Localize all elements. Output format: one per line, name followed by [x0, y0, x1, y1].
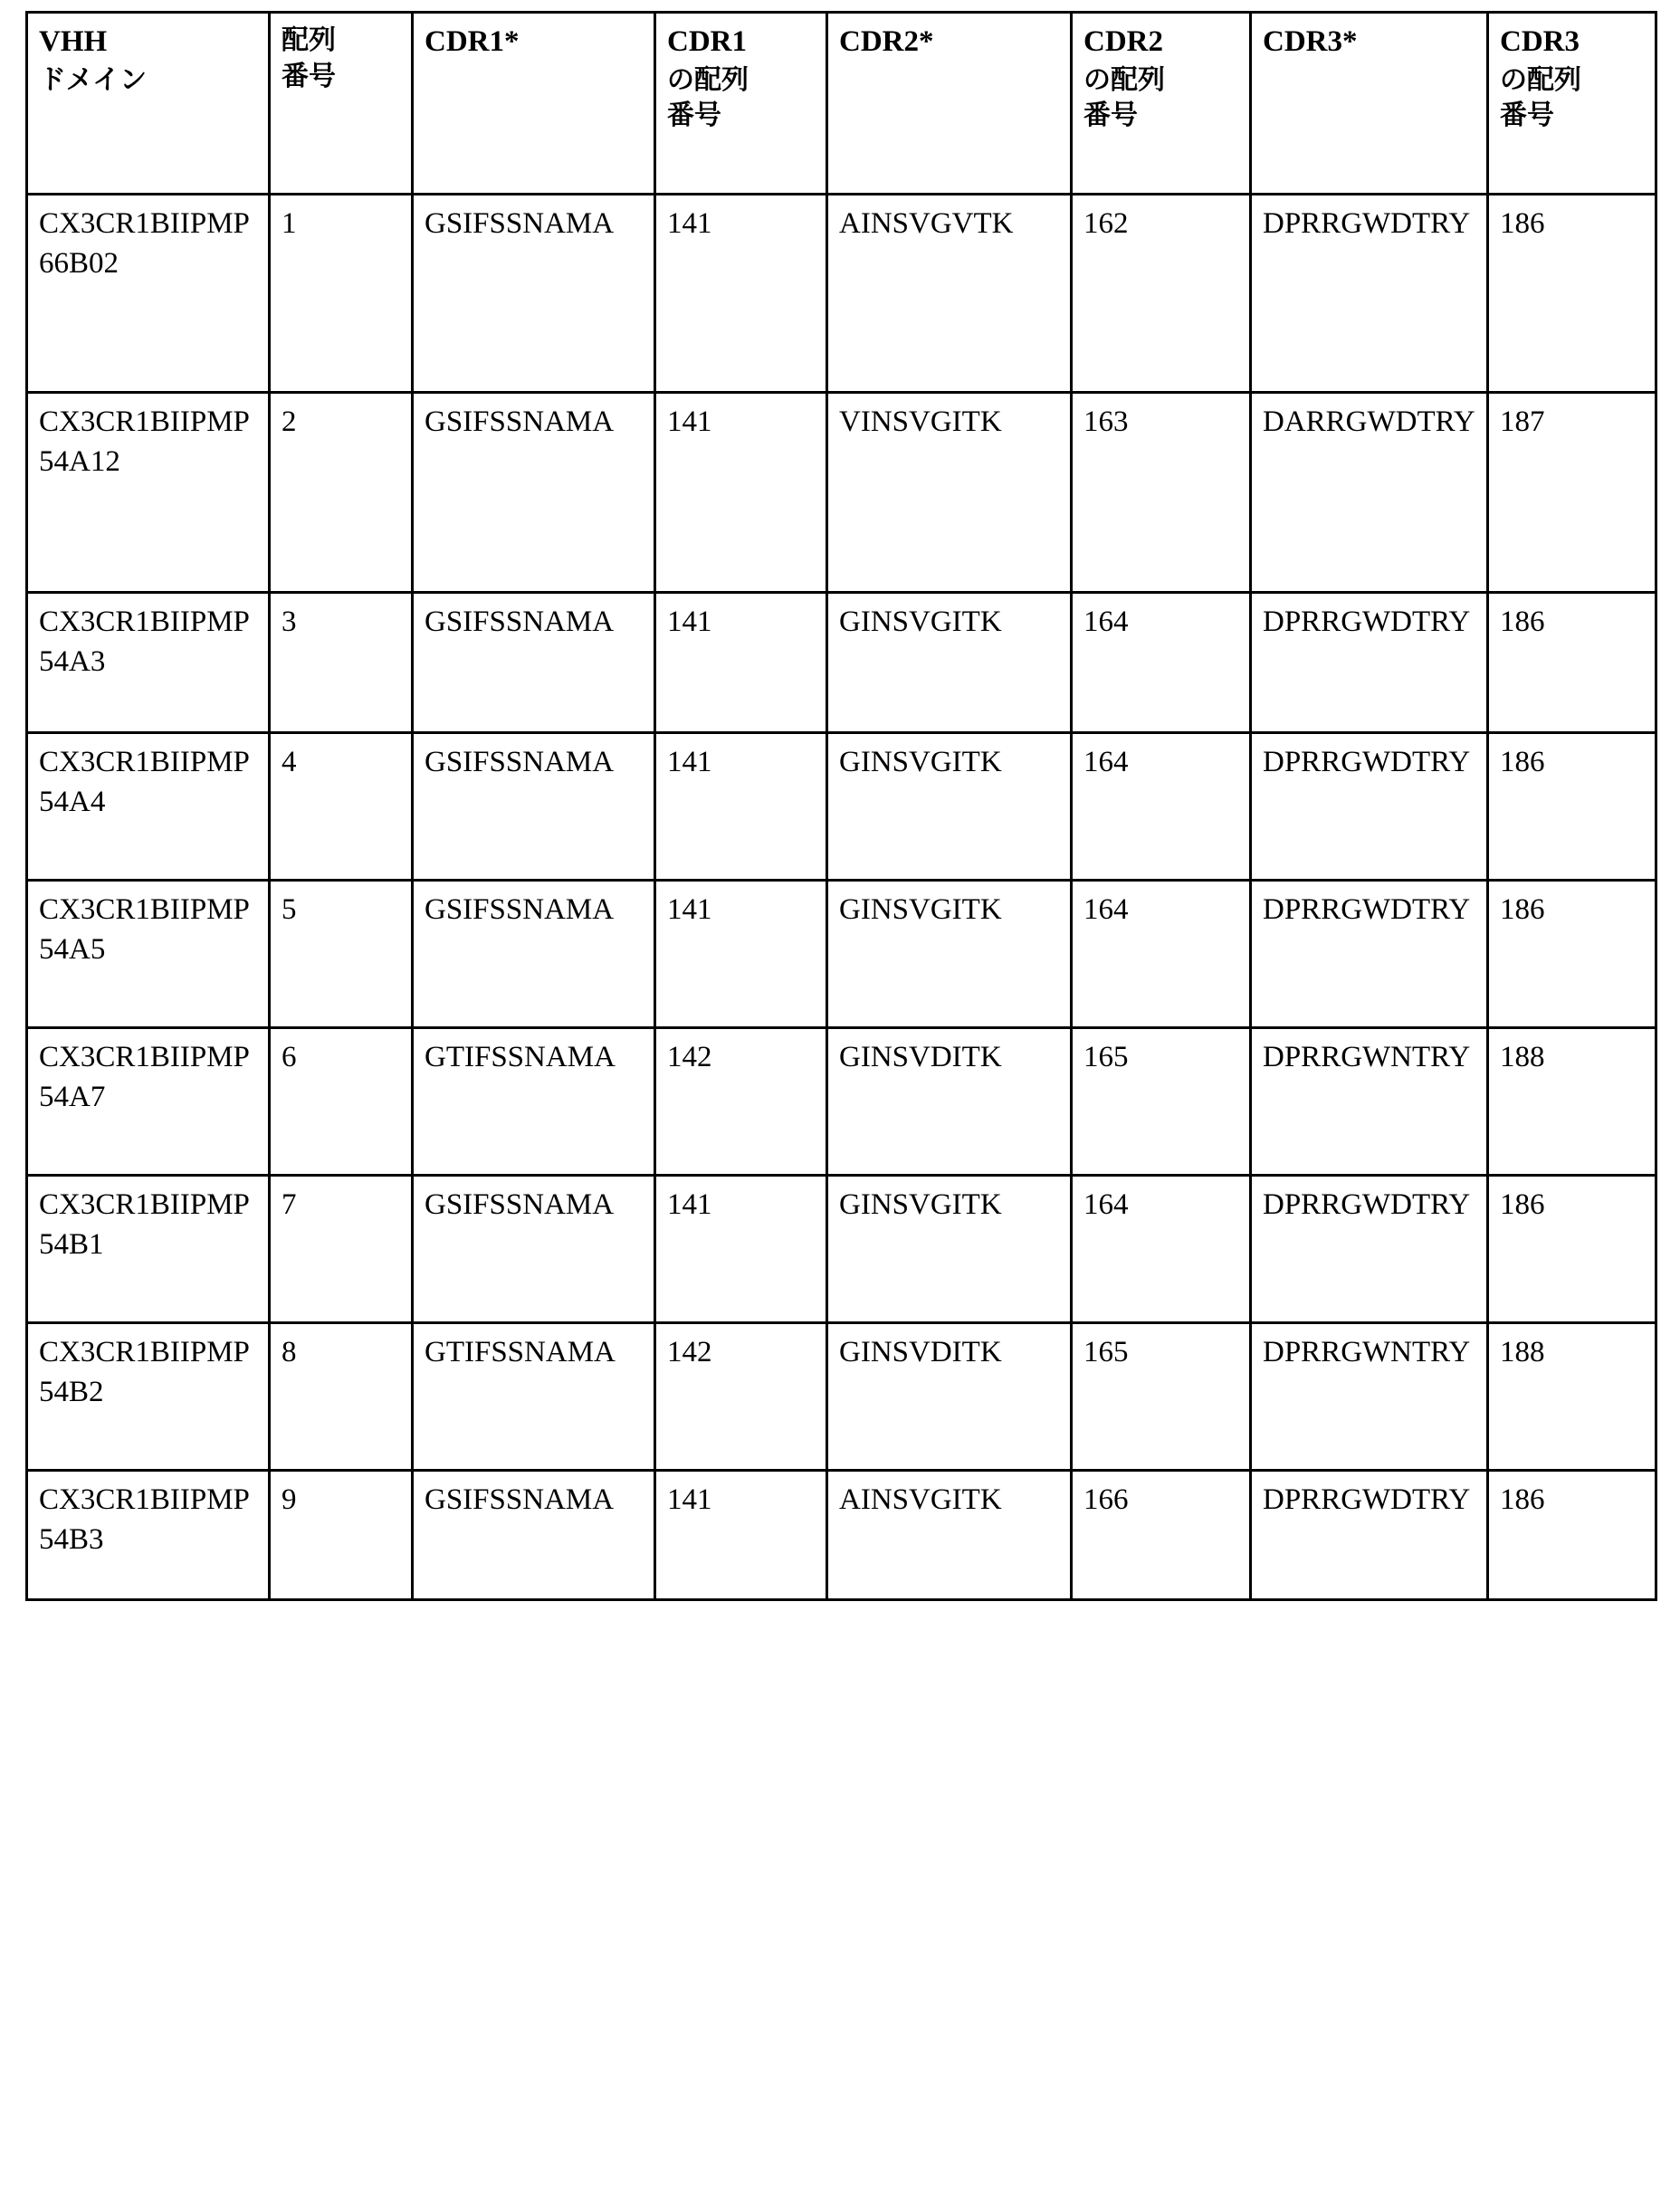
cell-cdr1-seq-no: 141 [655, 593, 827, 733]
cell-cdr3: DPRRGWDTRY [1251, 593, 1488, 733]
cell-cdr1: GSIFSSNAMA [413, 881, 655, 1028]
column-header-cdr1-seq-no-sub2: 番号 [667, 100, 721, 132]
cell-cdr3: DPRRGWNTRY [1251, 1028, 1488, 1176]
cell-cdr3: DARRGWDTRY [1251, 393, 1488, 593]
cell-seq-no: 1 [270, 195, 413, 393]
table-row [27, 881, 1656, 1028]
cell-cdr1-seq-no: 141 [655, 733, 827, 881]
cell-cdr1: GSIFSSNAMA [413, 1176, 655, 1323]
cell-vhh-domain: CX3CR1BIIPMP54B3 [27, 1471, 270, 1600]
table-body [27, 195, 1656, 1600]
cell-cdr3: DPRRGWDTRY [1251, 733, 1488, 881]
cell-cdr3: DPRRGWDTRY [1251, 1471, 1488, 1600]
column-header-seq-no-sub: 番号 [282, 60, 336, 92]
cell-cdr3-seq-no: 186 [1488, 1176, 1656, 1323]
table-row [27, 593, 1656, 733]
column-header-cdr3 [1251, 13, 1488, 195]
cell-seq-no: 7 [270, 1176, 413, 1323]
cell-vhh-domain: CX3CR1BIIPMP54A7 [27, 1028, 270, 1176]
cell-vhh-domain: CX3CR1BIIPMP54A5 [27, 881, 270, 1028]
cell-vhh-domain: CX3CR1BIIPMP54A3 [27, 593, 270, 733]
cell-cdr1: GTIFSSNAMA [413, 1323, 655, 1471]
cell-cdr2-seq-no: 166 [1072, 1471, 1251, 1600]
cell-vhh-domain: CX3CR1BIIPMP54A12 [27, 393, 270, 593]
cell-cdr2-seq-no: 164 [1072, 881, 1251, 1028]
cell-cdr1: GSIFSSNAMA [413, 733, 655, 881]
column-header-vhh-domain [27, 13, 270, 195]
column-header-cdr1-main: CDR1* [425, 25, 520, 58]
cell-cdr2: GINSVDITK [827, 1323, 1072, 1471]
table-row [27, 1323, 1656, 1471]
column-header-cdr2 [827, 13, 1072, 195]
cell-cdr3-seq-no: 187 [1488, 393, 1656, 593]
column-header-cdr3-seq-no-main: CDR3 [1500, 25, 1580, 58]
vhh-cdr-sequence-table [25, 11, 1657, 1601]
column-header-cdr1-seq-no-main: CDR1 [667, 25, 747, 58]
table-row [27, 733, 1656, 881]
cell-cdr1-seq-no: 141 [655, 1176, 827, 1323]
cell-cdr2: AINSVGITK [827, 1471, 1072, 1600]
cell-cdr3-seq-no: 186 [1488, 593, 1656, 733]
column-header-cdr2-seq-no-sub2: 番号 [1083, 100, 1138, 132]
column-header-cdr2-seq-no [1072, 13, 1251, 195]
column-header-cdr1-seq-no [655, 13, 827, 195]
cell-cdr2: GINSVGITK [827, 881, 1072, 1028]
cell-cdr3-seq-no: 186 [1488, 1471, 1656, 1600]
cell-vhh-domain: CX3CR1BIIPMP54B1 [27, 1176, 270, 1323]
cell-cdr1: GSIFSSNAMA [413, 393, 655, 593]
cell-seq-no: 9 [270, 1471, 413, 1600]
column-header-seq-no [270, 13, 413, 195]
column-header-seq-no-main: 配列 [282, 24, 336, 56]
cell-cdr3: DPRRGWNTRY [1251, 1323, 1488, 1471]
table-row [27, 195, 1656, 393]
column-header-cdr2-seq-no-sub: の配列 [1083, 63, 1165, 96]
cell-cdr2-seq-no: 165 [1072, 1028, 1251, 1176]
column-header-cdr2-main: CDR2* [839, 25, 934, 58]
column-header-cdr3-seq-no [1488, 13, 1656, 195]
cell-seq-no: 8 [270, 1323, 413, 1471]
cell-cdr2-seq-no: 162 [1072, 195, 1251, 393]
cell-cdr2-seq-no: 164 [1072, 1176, 1251, 1323]
column-header-cdr1 [413, 13, 655, 195]
column-header-cdr2-seq-no-main: CDR2 [1083, 25, 1163, 58]
column-header-cdr1-seq-no-sub: の配列 [667, 63, 749, 96]
cell-cdr1-seq-no: 141 [655, 393, 827, 593]
cell-cdr2: GINSVGITK [827, 1176, 1072, 1323]
cell-cdr2: GINSVDITK [827, 1028, 1072, 1176]
cell-cdr2: VINSVGITK [827, 393, 1072, 593]
column-header-cdr3-seq-no-sub: の配列 [1500, 63, 1581, 96]
table-row [27, 393, 1656, 593]
table-header [27, 13, 1656, 195]
cell-vhh-domain: CX3CR1BIIPMP66B02 [27, 195, 270, 393]
cell-cdr1-seq-no: 141 [655, 195, 827, 393]
cell-seq-no: 4 [270, 733, 413, 881]
cell-cdr2: GINSVGITK [827, 733, 1072, 881]
cell-cdr3-seq-no: 188 [1488, 1028, 1656, 1176]
cell-cdr3: DPRRGWDTRY [1251, 881, 1488, 1028]
cell-cdr2-seq-no: 165 [1072, 1323, 1251, 1471]
cell-cdr2-seq-no: 163 [1072, 393, 1251, 593]
cell-cdr2: AINSVGVTK [827, 195, 1072, 393]
cell-cdr1-seq-no: 142 [655, 1028, 827, 1176]
cell-seq-no: 3 [270, 593, 413, 733]
cell-vhh-domain: CX3CR1BIIPMP54B2 [27, 1323, 270, 1471]
column-header-vhh-main: VHH [39, 25, 108, 58]
cell-cdr1-seq-no: 141 [655, 881, 827, 1028]
cell-seq-no: 6 [270, 1028, 413, 1176]
cell-cdr1: GSIFSSNAMA [413, 1471, 655, 1600]
cell-seq-no: 5 [270, 881, 413, 1028]
cell-cdr3-seq-no: 186 [1488, 881, 1656, 1028]
cell-cdr3-seq-no: 186 [1488, 733, 1656, 881]
table-row [27, 1028, 1656, 1176]
cell-cdr2-seq-no: 164 [1072, 733, 1251, 881]
cell-cdr3-seq-no: 188 [1488, 1323, 1656, 1471]
cell-cdr2-seq-no: 164 [1072, 593, 1251, 733]
cell-cdr1: GTIFSSNAMA [413, 1028, 655, 1176]
cell-cdr1: GSIFSSNAMA [413, 195, 655, 393]
cell-seq-no: 2 [270, 393, 413, 593]
cell-cdr1-seq-no: 142 [655, 1323, 827, 1471]
column-header-cdr3-main: CDR3* [1263, 25, 1358, 58]
table-row [27, 1176, 1656, 1323]
cell-cdr1-seq-no: 141 [655, 1471, 827, 1600]
cell-cdr3: DPRRGWDTRY [1251, 1176, 1488, 1323]
column-header-cdr3-seq-no-sub2: 番号 [1500, 100, 1554, 132]
table-header-row [27, 13, 1656, 195]
column-header-vhh-sub: ドメイン [39, 63, 148, 96]
cell-vhh-domain: CX3CR1BIIPMP54A4 [27, 733, 270, 881]
cell-cdr3: DPRRGWDTRY [1251, 195, 1488, 393]
cell-cdr1: GSIFSSNAMA [413, 593, 655, 733]
table-row [27, 1471, 1656, 1600]
cell-cdr3-seq-no: 186 [1488, 195, 1656, 393]
cell-cdr2: GINSVGITK [827, 593, 1072, 733]
